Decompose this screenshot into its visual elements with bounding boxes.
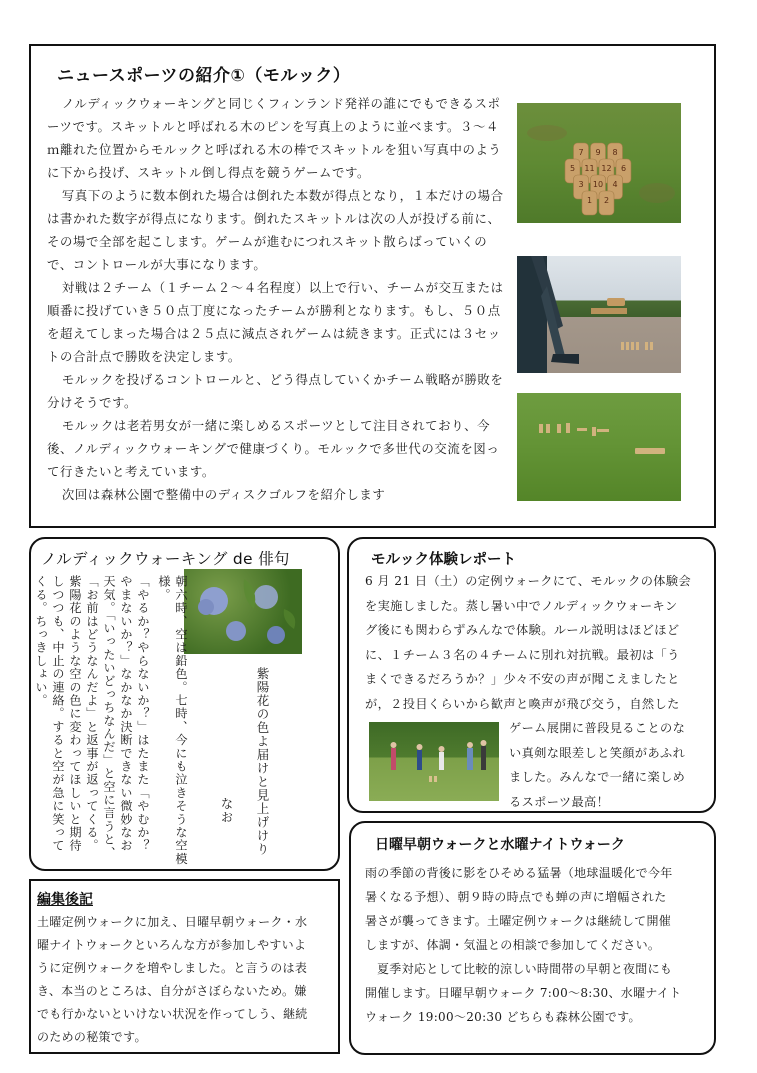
- report-photo: [369, 722, 499, 801]
- report-line: ゲーム展開に普段見ることのな: [509, 721, 686, 735]
- skittle-number: 8: [612, 148, 618, 157]
- walk-schedule-line: 開催します。日曜早朝ウォーク 7:00～8:30、水曜ナイト: [365, 986, 682, 1000]
- haiku-title: ノルディックウォーキング de 俳句: [41, 550, 290, 568]
- editor-note-line: うに定例ウォークを増やしました。と言うのは表: [37, 961, 308, 975]
- report-line: 6 月 21 日（土）の定例ウォークにて、モルックの体験会: [365, 574, 692, 588]
- report-line: ました。みんなで一緒に楽しめ: [509, 770, 686, 784]
- walk-schedule-line: 夏季対応として比較的涼しい時間帯の早朝と夜間にも: [377, 962, 673, 976]
- throwing-photo: [517, 256, 681, 373]
- walk-schedule-line: 雨の季節の背後に影をひそめる猛暑（地球温暖化で今年: [365, 866, 673, 880]
- walk-schedule-line: 暑くなる予想）、朝９時の時点でも蝉の声に増幅された: [365, 890, 667, 904]
- report-body-side: [509, 716, 709, 814]
- skittles-photo: [517, 103, 681, 223]
- walk-schedule-section: [349, 821, 716, 1055]
- report-line: が，２投目くらいから歓声と喚声が飛び交う，自然した: [365, 696, 680, 711]
- editor-note-line: 曜ナイトウォークといろんな方が参加しやすいよ: [37, 938, 307, 952]
- hydrangea-illustration: [184, 569, 302, 654]
- hydrangea-photo: [184, 569, 302, 654]
- skittle-number: 9: [595, 148, 601, 157]
- news-sports-title: ニュースポーツの紹介①（モルック）: [57, 66, 351, 86]
- skittle-number: 12: [601, 164, 612, 173]
- news-sports-paragraph: 次回は森林公園で整備中のディスクゴルフを紹介します: [61, 487, 386, 502]
- news-sports-paragraph: 写真下のように数本倒れた場合は倒れた本数が得点となり，１本だけの場合は書かれた数字が得点になります。倒れたスキットルは次の人が投げる前に、その場で全部を起こします。ゲームが進むにつれスキット散らばっていくので、コントロールが大事になります。: [47, 188, 504, 272]
- haiku-prose-top: 朝六時、空は鉛色。七時、今にも泣きそうな空模様。: [157, 575, 188, 866]
- skittle-number: 5: [569, 164, 576, 173]
- haiku-prose: 「やるか？やらないか？」はたまた「やむか？やまないか？」なかなか決断できない微妙なお天気。「いったいどっちなんだ」と空に言うと、「お前はどうなんだよ」と返事が返ってくる。紫陽花のような空の色に変わってほしいと期待しつつも、中止の連絡。すると空が急に笑ってくる。ちっきしょい。: [34, 575, 150, 860]
- report-line: るスポーツ最高！: [509, 794, 610, 809]
- skittle-number: 2: [603, 196, 610, 205]
- skittle-number: 10: [592, 180, 604, 189]
- editor-note-line: き、本当のところは、自分がさぼらないため。嫌: [37, 984, 307, 998]
- editor-note-section: [29, 879, 340, 1054]
- haiku-poem: 紫陽花の色よ届けと見上げけり: [255, 667, 270, 856]
- report-title: モルック体験レポート: [371, 552, 516, 568]
- news-sports-paragraph: モルックを投げるコントロールと、どう得点していくかチーム戦略が勝敗を分けそうです。: [47, 372, 504, 410]
- report-section: [347, 537, 716, 813]
- skittle-number: 11: [584, 164, 595, 173]
- walk-schedule-line: ウォーク 19:00～20:30 どちらも森林公園です。: [365, 1010, 641, 1024]
- report-line: グ後にも関わらずみんなで体験。ルール説明はほどほど: [365, 623, 680, 637]
- report-line: い真剣な眼差しと笑顔があふれ: [509, 745, 686, 760]
- editor-note-line: のための秘策です。: [37, 1030, 147, 1044]
- skittle-number: 4: [612, 180, 618, 189]
- haiku-section: [29, 537, 340, 871]
- report-line: に、１チーム３名の４チームに別れ対抗戦。最初は「う: [365, 647, 680, 662]
- news-sports-paragraph: モルックは老若男女が一緒に楽しめるスポーツとして注目されており、今後、ノルディックウォーキングで健康づくり。モルックで多世代の交流を図って行きたいと考えています。: [47, 418, 500, 479]
- news-sports-section: [29, 44, 716, 528]
- skittle-number: 7: [578, 148, 584, 157]
- skittle-number: 1: [586, 196, 593, 205]
- walk-schedule-body: [365, 861, 710, 1029]
- haiku-author: なお: [219, 797, 234, 824]
- report-line: まくできるだろうか？」少々不安の声が聞こえましたと: [365, 672, 680, 686]
- news-sports-paragraph: ノルディックウォーキングと同じくフィンランド発祥の誰にでもできるスポーツです。スキットルと呼ばれる木のピンを写真上のように並べます。３～４ｍ離れた位置からモルックと呼ばれる木の棒でスキットルを狙い写真中のように下から投げ、スキットル倒し得点を競うゲームです。: [47, 96, 502, 180]
- skittles-illustration: [517, 103, 681, 223]
- editor-note-title: 編集後記: [37, 892, 93, 908]
- editor-note-line: でも行かないといけない状況を作ってしう、継続: [37, 1007, 308, 1021]
- editor-note-line: 土曜定例ウォークに加え、日曜早朝ウォーク・水: [37, 915, 308, 929]
- walk-schedule-line: 暑さが襲ってきます。土曜定例ウォークは継続して開催: [365, 914, 672, 928]
- news-sports-body: [47, 92, 505, 506]
- thrower-illustration: [517, 256, 681, 373]
- fallen-skittles-illustration: [517, 393, 681, 501]
- skittle-number: 6: [620, 164, 627, 173]
- news-sports-paragraph: 対戦は２チーム（１チーム２～４名程度）以上で行い、チームが交互または順番に投げていき５０点丁度になったチームが勝利となります。もし、５０点を超えてしまった場合は２５点に減点されゲームは続きます。正式には３セットの合計点で勝敗を決定します。: [47, 280, 504, 364]
- fallen-skittles-photo: [517, 393, 681, 501]
- report-body: [365, 569, 710, 716]
- walk-schedule-line: しますが、体調・気温との相談で参加してください。: [365, 938, 661, 952]
- editor-note-body: [37, 911, 337, 1049]
- walk-schedule-title: 日曜早朝ウォークと水曜ナイトウォーク: [375, 837, 625, 853]
- skittle-number: 3: [578, 180, 584, 189]
- report-line: を実施しました。蒸し暑い中でノルディックウォーキン: [365, 598, 678, 613]
- players-illustration: [369, 722, 499, 801]
